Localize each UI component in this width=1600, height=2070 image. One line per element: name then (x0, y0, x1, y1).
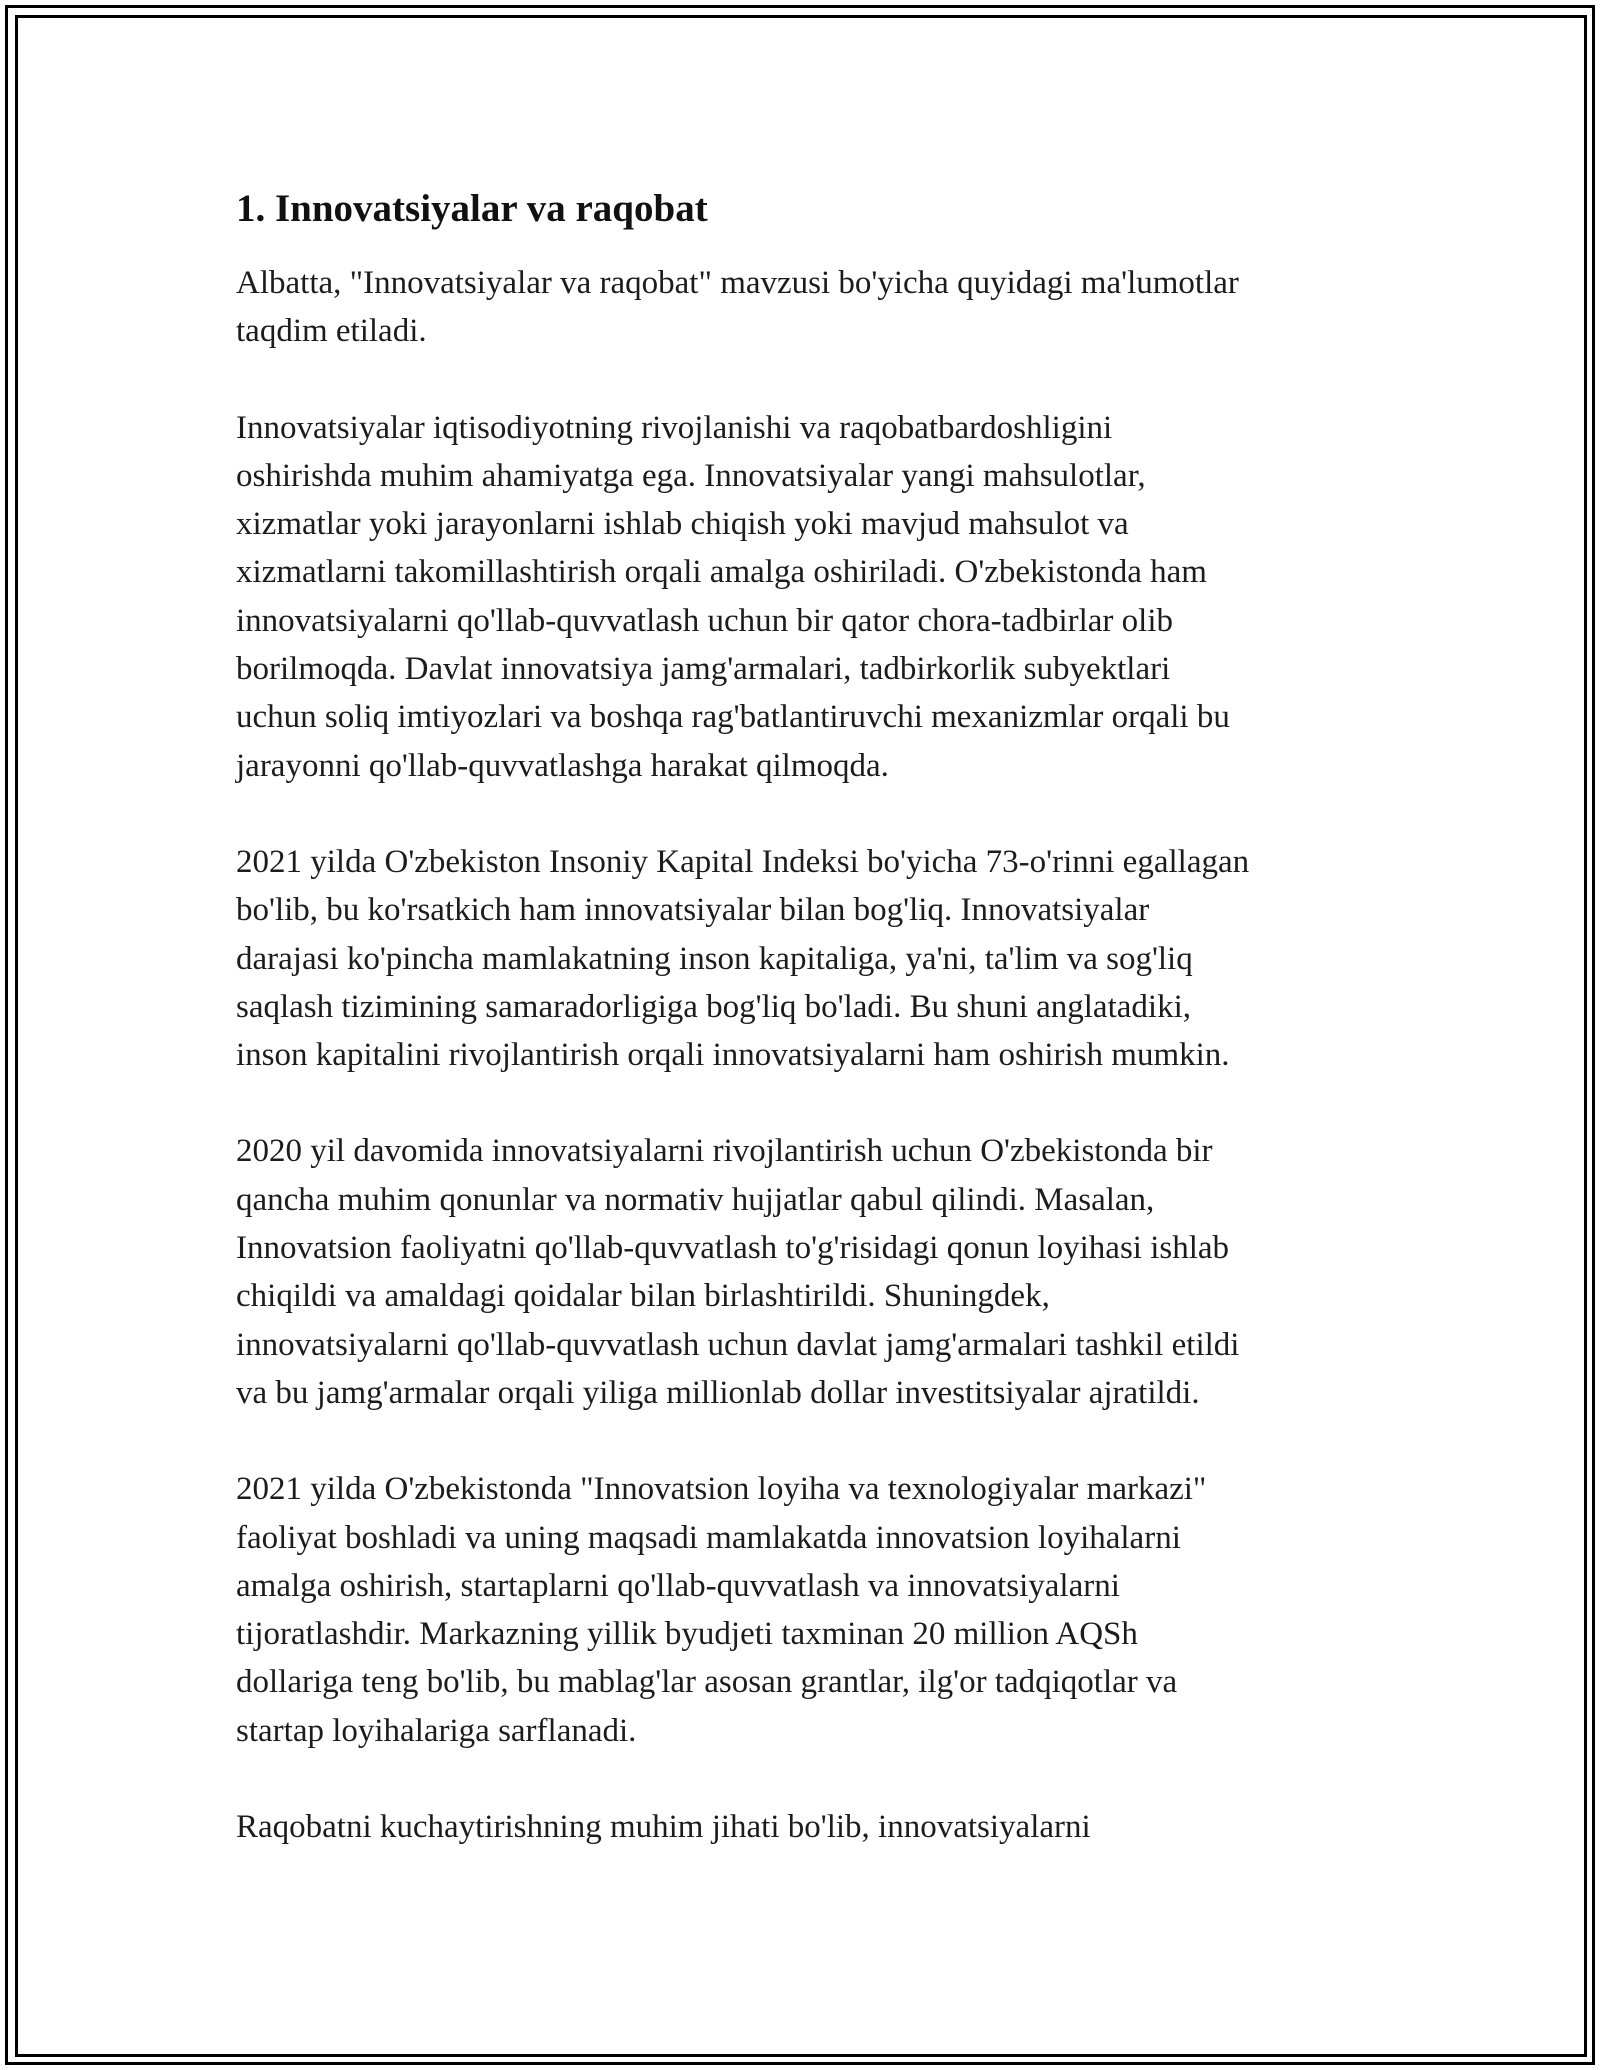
paragraph-line: 2021 yilda O'zbekiston Insoniy Kapital Indeksi bo'yicha 73-o'rinni egallagan (236, 843, 1250, 880)
document-body (236, 185, 1366, 1899)
paragraph-line: saqlash tizimining samaradorligiga bog'liq bo'ladi. Bu shuni anglatadiki, (236, 988, 1191, 1025)
paragraph-line: Raqobatni kuchaytirishning muhim jihati bo'lib, innovatsiyalarni (236, 1809, 1091, 1846)
paragraph-line: taqdim etiladi. (236, 313, 427, 350)
section-heading: 1. Innovatsiyalar va raqobat (236, 187, 708, 230)
paragraph-innovation-importance (236, 404, 1366, 790)
paragraph-competition (236, 1803, 1366, 1851)
paragraph-innovation-center (236, 1465, 1366, 1755)
paragraph-line: tijoratlashdir. Markazning yillik byudjeti taxminan 20 million AQSh (236, 1616, 1138, 1653)
paragraph-line: inson kapitalini rivojlantirish orqali innovatsiyalarni ham oshirish mumkin. (236, 1037, 1230, 1074)
paragraph-line: faoliyat boshladi va uning maqsadi mamlakatda innovatsion loyihalarni (236, 1519, 1181, 1556)
paragraph-line: xizmatlar yoki jarayonlarni ishlab chiqish yoki mavjud mahsulot va (236, 506, 1129, 543)
paragraph-line: borilmoqda. Davlat innovatsiya jamg'armalari, tadbirkorlik subyektlari (236, 651, 1171, 688)
paragraph-line: Innovatsiyalar iqtisodiyotning rivojlanishi va raqobatbardoshligini (236, 409, 1113, 446)
paragraph-line: innovatsiyalarni qo'llab-quvvatlash uchun davlat jamg'armalari tashkil etildi (236, 1326, 1240, 1363)
paragraph-human-capital-index (236, 838, 1366, 1079)
paragraph-line: qancha muhim qonunlar va normativ hujjatlar qabul qilindi. Masalan, (236, 1181, 1155, 1218)
paragraph-line: Innovatsion faoliyatni qo'llab-quvvatlash to'g'risidagi qonun loyihasi ishlab (236, 1230, 1230, 1267)
paragraph-intro (236, 259, 1366, 356)
paragraph-line: xizmatlarni takomillashtirish orqali amalga oshiriladi. O'zbekistonda ham (236, 554, 1207, 591)
paragraph-line: dollariga teng bo'lib, bu mablag'lar asosan grantlar, ilg'or tadqiqotlar va (236, 1664, 1178, 1701)
paragraph-line: startap loyihalariga sarflanadi. (236, 1712, 637, 1749)
paragraph-line: oshirishda muhim ahamiyatga ega. Innovatsiyalar yangi mahsulotlar, (236, 457, 1146, 494)
paragraph-line: jarayonni qo'llab-quvvatlashga harakat qilmoqda. (236, 747, 889, 784)
paragraph-2020-laws (236, 1127, 1366, 1417)
paragraph-line: darajasi ko'pincha mamlakatning inson kapitaliga, ya'ni, ta'lim va sog'liq (236, 940, 1193, 977)
paragraph-line: chiqildi va amaldagi qoidalar bilan birlashtirildi. Shuningdek, (236, 1278, 1050, 1315)
paragraph-line: innovatsiyalarni qo'llab-quvvatlash uchun bir qator chora-tadbirlar olib (236, 602, 1174, 639)
paragraph-line: 2021 yilda O'zbekistonda "Innovatsion loyiha va texnologiyalar markazi" (236, 1471, 1207, 1508)
paragraph-line: va bu jamg'armalar orqali yiliga millionlab dollar investitsiyalar ajratildi. (236, 1374, 1200, 1411)
paragraph-line: uchun soliq imtiyozlari va boshqa rag'batlantiruvchi mexanizmlar orqali bu (236, 699, 1230, 736)
paragraph-line: bo'lib, bu ko'rsatkich ham innovatsiyalar bilan bog'liq. Innovatsiyalar (236, 892, 1150, 929)
paragraph-line: Albatta, "Innovatsiyalar va raqobat" mavzusi bo'yicha quyidagi ma'lumotlar (236, 265, 1239, 301)
paragraph-line: 2020 yil davomida innovatsiyalarni rivojlantirish uchun O'zbekistonda bir (236, 1133, 1213, 1170)
paragraph-line: amalga oshirish, startaplarni qo'llab-quvvatlash va innovatsiyalarni (236, 1567, 1120, 1604)
